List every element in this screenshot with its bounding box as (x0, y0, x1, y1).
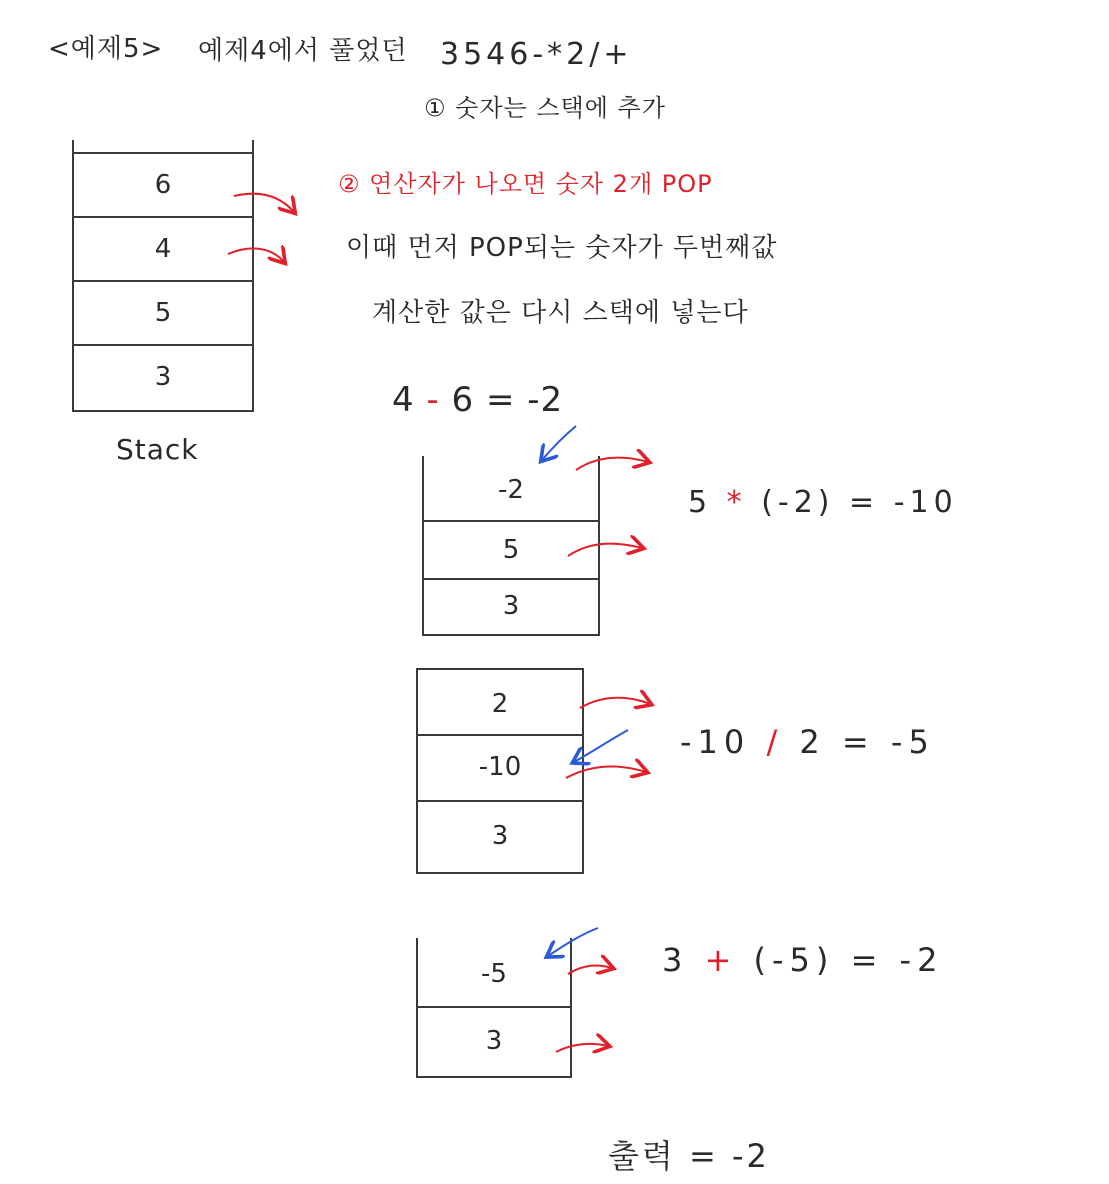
stack-1-cell: 6 (154, 170, 172, 200)
stack-2 (422, 456, 600, 636)
rule-1: ① 숫자는 스택에 추가 (424, 94, 666, 122)
stack-4 (416, 938, 572, 1078)
rule-2: ② 연산자가 나오면 숫자 2개 POP (338, 170, 713, 198)
title-text: 예제4에서 풀었던 (198, 36, 408, 66)
calc-3 (680, 723, 935, 761)
calc-1-operator: - (426, 380, 440, 420)
calc-2-operator: * (726, 485, 747, 520)
stack-4-cell: -5 (481, 959, 507, 989)
calc-4-rest: (-5) = -2 (753, 941, 944, 979)
stack-3 (416, 668, 584, 874)
stack-caption: Stack (116, 433, 199, 466)
stack-3-cell: -10 (478, 752, 522, 782)
calc-4 (662, 941, 944, 979)
calc-4-operand: 3 (662, 941, 689, 979)
pop-arrow (568, 966, 612, 974)
calc-3-operator: / (766, 723, 784, 761)
stack-2-cell: -2 (498, 475, 524, 505)
stack-1 (72, 140, 254, 412)
stack-1-cell: 3 (154, 362, 172, 392)
calc-3-rest: 2 = -5 (799, 723, 935, 761)
calc-2 (688, 485, 958, 520)
title-expression: 3546-*2/+ (440, 37, 633, 72)
stack-4-cell: 3 (485, 1026, 503, 1056)
pop-arrow (580, 698, 650, 708)
stack-1-cell: 5 (154, 298, 172, 328)
calc-4-operator: + (704, 941, 738, 979)
calc-3-operand: -10 (680, 723, 751, 761)
push-arrow (542, 426, 576, 460)
calc-1-operand: 4 (392, 380, 415, 420)
output-result: 출력 = -2 (608, 1137, 770, 1175)
calc-1-rest: 6 = -2 (451, 380, 564, 420)
stack-3-cell: 3 (491, 821, 509, 851)
stack-1-cell: 4 (154, 234, 172, 264)
title-label: <예제5> (48, 34, 164, 64)
stack-2-cell: 5 (502, 535, 520, 565)
stack-3-cell: 2 (491, 689, 509, 719)
calc-2-operand: 5 (688, 485, 713, 520)
rule-3: 이때 먼저 POP되는 숫자가 두번째값 (346, 233, 778, 263)
calc-2-rest: (-2) = -10 (761, 485, 958, 520)
calc-1 (392, 380, 564, 420)
rule-4: 계산한 값은 다시 스택에 넣는다 (372, 298, 749, 328)
stack-2-cell: 3 (502, 591, 520, 621)
